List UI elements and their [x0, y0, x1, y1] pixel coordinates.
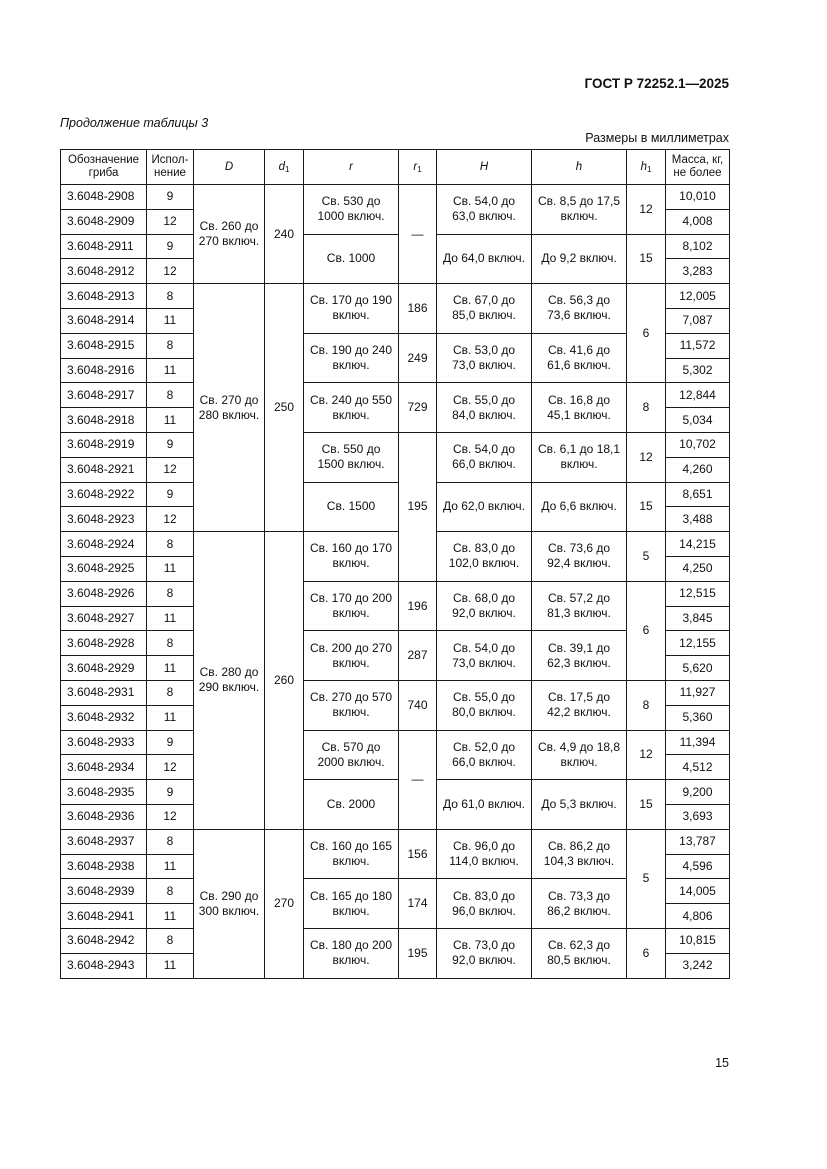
- H-cell: Св. 54,0 до 73,0 включ.: [437, 631, 532, 681]
- r1-cell: 196: [399, 581, 437, 631]
- h1-cell: 8: [627, 383, 666, 433]
- document-header: ГОСТ Р 72252.1—2025: [584, 76, 729, 91]
- variant-cell: 11: [147, 358, 194, 383]
- H-cell: Св. 68,0 до 92,0 включ.: [437, 581, 532, 631]
- variant-cell: 8: [147, 829, 194, 854]
- designation-cell: 3.6048-2943: [61, 953, 147, 978]
- h1-cell: 6: [627, 284, 666, 383]
- designation-cell: 3.6048-2913: [61, 284, 147, 309]
- designation-cell: 3.6048-2912: [61, 259, 147, 284]
- h-cell: Св. 56,3 до 73,6 включ.: [532, 284, 627, 334]
- mass-cell: 9,200: [666, 780, 730, 805]
- mass-cell: 10,010: [666, 185, 730, 210]
- h1-cell: 5: [627, 829, 666, 928]
- variant-cell: 9: [147, 185, 194, 210]
- h-cell: Св. 73,6 до 92,4 включ.: [532, 532, 627, 582]
- r1-cell: 156: [399, 829, 437, 879]
- d1-cell: 260: [265, 532, 304, 830]
- designation-cell: 3.6048-2911: [61, 234, 147, 259]
- col-r1: $r_1$: [399, 150, 437, 185]
- designation-cell: 3.6048-2927: [61, 606, 147, 631]
- H-cell: До 62,0 включ.: [437, 482, 532, 532]
- h-cell: Св. 62,3 до 80,5 включ.: [532, 928, 627, 978]
- variant-cell: 8: [147, 532, 194, 557]
- designation-cell: 3.6048-2915: [61, 333, 147, 358]
- mass-cell: 11,394: [666, 730, 730, 755]
- D-cell: Св. 270 до 280 включ.: [194, 284, 265, 532]
- r-cell: Св. 550 до 1500 включ.: [304, 432, 399, 482]
- mass-cell: 3,283: [666, 259, 730, 284]
- variant-cell: 9: [147, 730, 194, 755]
- designation-cell: 3.6048-2941: [61, 904, 147, 929]
- mass-cell: 4,512: [666, 755, 730, 780]
- h1-cell: 8: [627, 680, 666, 730]
- col-designation: Обозначение гриба: [61, 150, 147, 185]
- mass-cell: 12,844: [666, 383, 730, 408]
- r1-cell: 186: [399, 284, 437, 334]
- table-row: [61, 432, 730, 457]
- r1-cell: 287: [399, 631, 437, 681]
- mass-cell: 14,005: [666, 879, 730, 904]
- d1-cell: 270: [265, 829, 304, 978]
- mass-cell: 5,620: [666, 656, 730, 681]
- table-row: [61, 928, 730, 953]
- h-cell: До 6,6 включ.: [532, 482, 627, 532]
- D-cell: Св. 260 до 270 включ.: [194, 185, 265, 284]
- mass-cell: 10,815: [666, 928, 730, 953]
- r1-cell: —: [399, 185, 437, 284]
- r-cell: Св. 160 до 170 включ.: [304, 532, 399, 582]
- mass-cell: 4,596: [666, 854, 730, 879]
- designation-cell: 3.6048-2922: [61, 482, 147, 507]
- h1-cell: 6: [627, 928, 666, 978]
- h1-cell: 15: [627, 234, 666, 284]
- mass-cell: 11,927: [666, 680, 730, 705]
- designation-cell: 3.6048-2935: [61, 780, 147, 805]
- mass-cell: 5,302: [666, 358, 730, 383]
- h-cell: Св. 41,6 до 61,6 включ.: [532, 333, 627, 383]
- h-cell: Св. 57,2 до 81,3 включ.: [532, 581, 627, 631]
- H-cell: До 61,0 включ.: [437, 780, 532, 830]
- h-cell: Св. 6,1 до 18,1 включ.: [532, 432, 627, 482]
- table-row: [61, 581, 730, 606]
- variant-cell: 8: [147, 383, 194, 408]
- designation-cell: 3.6048-2918: [61, 408, 147, 433]
- mass-cell: 8,102: [666, 234, 730, 259]
- mass-cell: 8,651: [666, 482, 730, 507]
- D-cell: Св. 290 до 300 включ.: [194, 829, 265, 978]
- h-cell: До 5,3 включ.: [532, 780, 627, 830]
- H-cell: Св. 53,0 до 73,0 включ.: [437, 333, 532, 383]
- variant-cell: 12: [147, 804, 194, 829]
- variant-cell: 9: [147, 780, 194, 805]
- col-mass: Масса, кг, не более: [666, 150, 730, 185]
- variant-cell: 12: [147, 209, 194, 234]
- variant-cell: 9: [147, 482, 194, 507]
- r1-cell: 195: [399, 432, 437, 581]
- mass-cell: 3,693: [666, 804, 730, 829]
- designation-cell: 3.6048-2921: [61, 457, 147, 482]
- h1-cell: 12: [627, 730, 666, 780]
- designation-cell: 3.6048-2914: [61, 308, 147, 333]
- H-cell: Св. 67,0 до 85,0 включ.: [437, 284, 532, 334]
- variant-cell: 11: [147, 953, 194, 978]
- dimensions-table: [60, 149, 730, 979]
- mass-cell: 4,806: [666, 904, 730, 929]
- r1-cell: —: [399, 730, 437, 829]
- variant-cell: 8: [147, 680, 194, 705]
- table-row: [61, 680, 730, 705]
- table-row: [61, 532, 730, 557]
- mass-cell: 11,572: [666, 333, 730, 358]
- r1-cell: 740: [399, 680, 437, 730]
- d1-cell: 240: [265, 185, 304, 284]
- h-cell: Св. 73,3 до 86,2 включ.: [532, 879, 627, 929]
- mass-cell: 4,008: [666, 209, 730, 234]
- page-number: 15: [715, 1056, 729, 1070]
- h-cell: Св. 8,5 до 17,5 включ.: [532, 185, 627, 235]
- variant-cell: 11: [147, 904, 194, 929]
- designation-cell: 3.6048-2931: [61, 680, 147, 705]
- designation-cell: 3.6048-2919: [61, 432, 147, 457]
- H-cell: Св. 83,0 до 96,0 включ.: [437, 879, 532, 929]
- variant-cell: 8: [147, 928, 194, 953]
- designation-cell: 3.6048-2936: [61, 804, 147, 829]
- r-cell: Св. 530 до 1000 включ.: [304, 185, 399, 235]
- designation-cell: 3.6048-2939: [61, 879, 147, 904]
- variant-cell: 8: [147, 284, 194, 309]
- r-cell: Св. 170 до 200 включ.: [304, 581, 399, 631]
- col-h1: $h_1$: [627, 150, 666, 185]
- variant-cell: 9: [147, 432, 194, 457]
- designation-cell: 3.6048-2937: [61, 829, 147, 854]
- table-row: [61, 383, 730, 408]
- col-variant: Испол-нение: [147, 150, 194, 185]
- designation-cell: 3.6048-2933: [61, 730, 147, 755]
- d1-cell: 250: [265, 284, 304, 532]
- r-cell: Св. 165 до 180 включ.: [304, 879, 399, 929]
- r-cell: Св. 200 до 270 включ.: [304, 631, 399, 681]
- variant-cell: 9: [147, 234, 194, 259]
- variant-cell: 12: [147, 755, 194, 780]
- mass-cell: 4,250: [666, 556, 730, 581]
- H-cell: Св. 55,0 до 84,0 включ.: [437, 383, 532, 433]
- variant-cell: 11: [147, 854, 194, 879]
- h1-cell: 6: [627, 581, 666, 680]
- H-cell: До 64,0 включ.: [437, 234, 532, 284]
- variant-cell: 8: [147, 631, 194, 656]
- r1-cell: 729: [399, 383, 437, 433]
- col-H: H: [437, 150, 532, 185]
- designation-cell: 3.6048-2938: [61, 854, 147, 879]
- designation-cell: 3.6048-2917: [61, 383, 147, 408]
- mass-cell: 14,215: [666, 532, 730, 557]
- mass-cell: 4,260: [666, 457, 730, 482]
- table-row: [61, 829, 730, 854]
- table-caption: Продолжение таблицы 3: [60, 116, 209, 130]
- mass-cell: 5,360: [666, 705, 730, 730]
- h1-cell: 15: [627, 780, 666, 830]
- H-cell: Св. 54,0 до 63,0 включ.: [437, 185, 532, 235]
- variant-cell: 11: [147, 556, 194, 581]
- table-row: [61, 730, 730, 755]
- mass-cell: 12,515: [666, 581, 730, 606]
- variant-cell: 12: [147, 457, 194, 482]
- variant-cell: 11: [147, 308, 194, 333]
- mass-cell: 3,845: [666, 606, 730, 631]
- H-cell: Св. 73,0 до 92,0 включ.: [437, 928, 532, 978]
- mass-cell: 7,087: [666, 308, 730, 333]
- H-cell: Св. 52,0 до 66,0 включ.: [437, 730, 532, 780]
- r-cell: Св. 2000: [304, 780, 399, 830]
- table-row: [61, 284, 730, 309]
- col-r: r: [304, 150, 399, 185]
- h-cell: Св. 86,2 до 104,3 включ.: [532, 829, 627, 879]
- designation-cell: 3.6048-2909: [61, 209, 147, 234]
- r-cell: Св. 180 до 200 включ.: [304, 928, 399, 978]
- mass-cell: 12,155: [666, 631, 730, 656]
- designation-cell: 3.6048-2924: [61, 532, 147, 557]
- table-row: [61, 234, 730, 259]
- H-cell: Св. 83,0 до 102,0 включ.: [437, 532, 532, 582]
- h1-cell: 12: [627, 185, 666, 235]
- variant-cell: 11: [147, 408, 194, 433]
- designation-cell: 3.6048-2929: [61, 656, 147, 681]
- variant-cell: 11: [147, 606, 194, 631]
- mass-cell: 12,005: [666, 284, 730, 309]
- r-cell: Св. 270 до 570 включ.: [304, 680, 399, 730]
- H-cell: Св. 55,0 до 80,0 включ.: [437, 680, 532, 730]
- r-cell: Св. 1000: [304, 234, 399, 284]
- H-cell: Св. 54,0 до 66,0 включ.: [437, 432, 532, 482]
- table-row: [61, 780, 730, 805]
- designation-cell: 3.6048-2942: [61, 928, 147, 953]
- variant-cell: 8: [147, 581, 194, 606]
- table-header-row: [61, 150, 730, 185]
- h-cell: Св. 4,9 до 18,8 включ.: [532, 730, 627, 780]
- r-cell: Св. 570 до 2000 включ.: [304, 730, 399, 780]
- designation-cell: 3.6048-2928: [61, 631, 147, 656]
- designation-cell: 3.6048-2916: [61, 358, 147, 383]
- col-D: D: [194, 150, 265, 185]
- variant-cell: 8: [147, 879, 194, 904]
- r-cell: Св. 190 до 240 включ.: [304, 333, 399, 383]
- variant-cell: 11: [147, 705, 194, 730]
- mass-cell: 3,488: [666, 507, 730, 532]
- mass-cell: 13,787: [666, 829, 730, 854]
- h-cell: Св. 16,8 до 45,1 включ.: [532, 383, 627, 433]
- h1-cell: 5: [627, 532, 666, 582]
- designation-cell: 3.6048-2934: [61, 755, 147, 780]
- col-h: h: [532, 150, 627, 185]
- h1-cell: 12: [627, 432, 666, 482]
- D-cell: Св. 280 до 290 включ.: [194, 532, 265, 830]
- h1-cell: 15: [627, 482, 666, 532]
- r-cell: Св. 160 до 165 включ.: [304, 829, 399, 879]
- H-cell: Св. 96,0 до 114,0 включ.: [437, 829, 532, 879]
- r-cell: Св. 240 до 550 включ.: [304, 383, 399, 433]
- variant-cell: 8: [147, 333, 194, 358]
- r1-cell: 195: [399, 928, 437, 978]
- mass-cell: 5,034: [666, 408, 730, 433]
- r-cell: Св. 170 до 190 включ.: [304, 284, 399, 334]
- table-row: [61, 185, 730, 210]
- r-cell: Св. 1500: [304, 482, 399, 532]
- h-cell: Св. 17,5 до 42,2 включ.: [532, 680, 627, 730]
- variant-cell: 11: [147, 656, 194, 681]
- mass-cell: 3,242: [666, 953, 730, 978]
- designation-cell: 3.6048-2923: [61, 507, 147, 532]
- h-cell: Св. 39,1 до 62,3 включ.: [532, 631, 627, 681]
- r1-cell: 249: [399, 333, 437, 383]
- h-cell: До 9,2 включ.: [532, 234, 627, 284]
- r1-cell: 174: [399, 879, 437, 929]
- mass-cell: 10,702: [666, 432, 730, 457]
- variant-cell: 12: [147, 507, 194, 532]
- designation-cell: 3.6048-2926: [61, 581, 147, 606]
- variant-cell: 12: [147, 259, 194, 284]
- col-d1: $d_1$: [265, 150, 304, 185]
- designation-cell: 3.6048-2925: [61, 556, 147, 581]
- units-note: Размеры в миллиметрах: [585, 131, 729, 145]
- designation-cell: 3.6048-2932: [61, 705, 147, 730]
- table-row: [61, 482, 730, 507]
- designation-cell: 3.6048-2908: [61, 185, 147, 210]
